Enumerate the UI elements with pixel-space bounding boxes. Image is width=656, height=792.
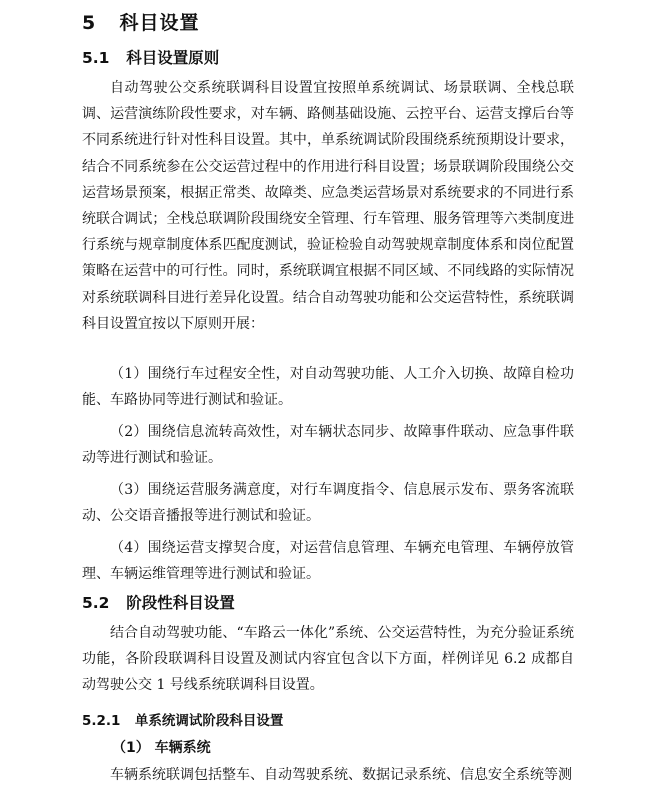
section-title: 科目设置 bbox=[119, 12, 200, 34]
subsubsection-heading bbox=[82, 709, 283, 729]
principle-item-2: （2）围绕信息流转高效性，对车辆状态同步、故障事件联动、应急事件联动等进行测试和验证。 bbox=[82, 424, 574, 467]
principles-paragraph: 自动驾驶公交系统联调科目设置宜按照单系统调试、场景联调、全栈总联调、运营演练阶段性要求，对车辆、路侧基础设施、云控平台、运营支撑后台等不同系统进行针对性科目设置。其中，单系统调试阶段围绕系统预期设计要求，结合不同系统参在公交运营过程中的作用进行科目设置；场景联调阶段围绕公交运营场景预案，根据正常类、故障类、应急类运营场景对系统要求的不同进行系统联合调试；全栈总联调阶段围绕安全管理、行车管理、服务管理等六类制度进行系统与规章制度体系匹配度测试，验证检验自动驾驶规章制度体系和岗位配置策略在运营中的可行性。同时，系统联调宜根据不同区域、不同线路的实际情况对系统联调科目进行差异化设置。结合自动驾驶功能和公交运营特性，系统联调科目设置宜按以下原则开展： bbox=[82, 80, 574, 332]
principle-item-4: （4）围绕运营支撑契合度，对运营信息管理、车辆充电管理、车辆停放管理、车辆运维管理等进行测试和验证。 bbox=[82, 540, 574, 583]
section-heading bbox=[82, 8, 200, 35]
item-heading bbox=[112, 737, 211, 757]
subsection-number: 5.2 bbox=[82, 594, 110, 612]
item-heading-number: （1） bbox=[112, 740, 150, 756]
subsection-heading-5-1 bbox=[82, 46, 219, 68]
stage-paragraph: 结合自动驾驶功能、“车路云一体化”系统、公交运营特性，为充分验证系统功能，各阶段联调科目设置及测试内容宜包含以下方面，样例详见 6.2 成都自动驾驶公交 1 号线系统联调科目设置。 bbox=[82, 625, 574, 694]
subsubsection-title: 单系统调试阶段科目设置 bbox=[134, 713, 284, 729]
principle-item-1: （1）围绕行车过程安全性，对自动驾驶功能、人工介入切换、故障自检功能、车路协同等进行测试和验证。 bbox=[82, 366, 574, 409]
subsubsection-number: 5.2.1 bbox=[82, 713, 121, 729]
vehicle-system-paragraph: 车辆系统联调包括整车、自动驾驶系统、数据记录系统、信息安全系统等测 bbox=[110, 767, 572, 783]
section-number: 5 bbox=[82, 12, 97, 34]
subsection-title: 科目设置原则 bbox=[126, 49, 220, 67]
principle-item-3: （3）围绕运营服务满意度，对行车调度指令、信息展示发布、票务客流联动、公交语音播报等进行测试和验证。 bbox=[82, 482, 574, 525]
subsection-heading-5-2 bbox=[82, 591, 235, 613]
subsection-number: 5.1 bbox=[82, 49, 110, 67]
subsection-title: 阶段性科目设置 bbox=[126, 594, 235, 612]
item-heading-title: 车辆系统 bbox=[154, 740, 211, 756]
